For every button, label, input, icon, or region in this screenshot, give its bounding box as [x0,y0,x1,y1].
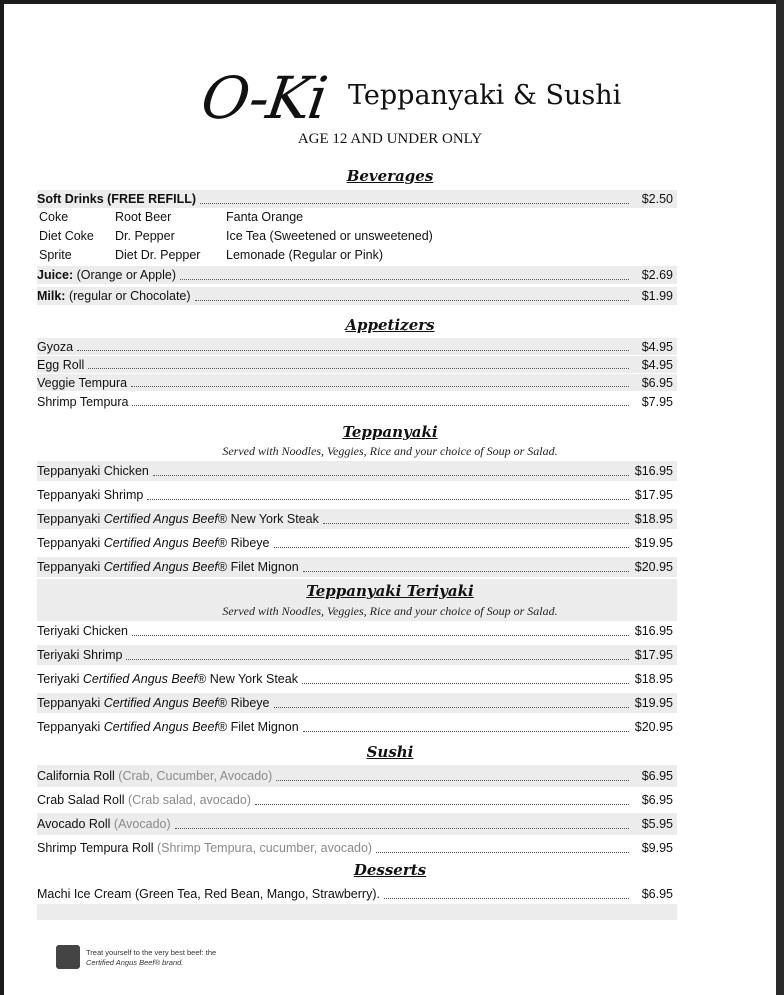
menu-page [4,4,776,995]
item-price: $17.95 [634,648,673,662]
leader-dots [132,405,629,406]
item-name: Teppanyaki Certified Angus Beef® New York Steak [37,512,319,526]
flavor-cell: Dr. Pepper [115,229,175,243]
item-price: $6.95 [641,769,673,783]
leader-dots [153,475,629,476]
section-title-sushi: Sushi [366,743,414,761]
footer-line: Certified Angus Beef® brand. [86,958,184,967]
leader-dots [147,499,629,500]
flavor-cell: Coke [39,210,69,224]
item-price: $6.95 [641,793,673,807]
leader-dots [180,279,629,280]
item-name: Soft Drinks (FREE REFILL) [37,192,197,206]
menu-row-sushi [37,789,677,811]
age-restriction-note: AGE 12 AND UNDER ONLY [297,131,483,147]
menu-row-teppanyaki [37,485,677,505]
leader-dots [126,659,629,660]
menu-row-teriyaki [37,621,677,641]
leader-dots [274,707,630,708]
flavor-cell: Lemonade (Regular or Pink) [226,248,384,262]
menu-row-appetizer [37,393,677,410]
menu-row-appetizer [37,374,677,391]
menu-row-teriyaki [37,717,677,737]
item-price: $20.95 [634,560,673,574]
item-name: Egg Roll [37,357,85,372]
item-name: Veggie Tempura [37,375,128,390]
leader-dots [77,350,629,351]
leader-dots [376,852,629,853]
leader-dots [132,635,629,636]
menu-row-teppanyaki [37,461,677,481]
item-name: Teriyaki Certified Angus Beef® New York Steak [37,672,298,686]
flavor-cell: Fanta Orange [226,210,304,224]
item-name: Shrimp Tempura [37,394,129,409]
item-name: California Roll (Crab, Cucumber, Avocado) [37,769,273,783]
menu-row-juice [37,266,677,284]
item-price: $16.95 [634,624,673,638]
leader-dots [323,523,629,524]
flavor-cell: Root Beer [115,210,172,224]
menu-row-appetizer [37,356,677,373]
section-title-beverages: Beverages [346,167,434,185]
section-note: Served with Noodles, Veggies, Rice and your choice of Soup or Salad. [222,444,558,458]
item-name: Crab Salad Roll (Crab salad, avocado) [37,793,251,807]
menu-row-milk [37,287,677,305]
menu-row-teriyaki [37,645,677,665]
menu-row-appetizer [37,338,677,355]
restaurant-logo: O-Ki [197,64,330,132]
leader-dots [303,731,629,732]
item-name: Machi Ice Cream (Green Tea, Red Bean, Mango, Strawberry). [37,887,380,901]
item-name: Teppanyaki Certified Angus Beef® Filet Mignon [37,720,299,734]
menu-row-sushi [37,765,677,787]
item-price: $20.95 [634,720,673,734]
item-name: Teppanyaki Certified Angus Beef® Ribeye [37,696,270,710]
flavor-cell: Diet Dr. Pepper [115,248,201,262]
item-name: Teppanyaki Shrimp [37,488,144,502]
item-name: Gyoza [37,339,74,354]
item-name: Avocado Roll (Avocado) [37,817,171,831]
item-name: Milk: (regular or Chocolate) [37,289,191,303]
flavor-cell: Sprite [39,248,72,262]
menu-row-teriyaki [37,669,677,689]
section-title-teppanyaki: Teppanyaki [342,423,438,441]
menu-row-sushi [37,813,677,835]
menu-row-sushi [37,837,677,859]
restaurant-subtitle: Teppanyaki & Sushi [348,80,622,111]
item-price: $6.95 [641,375,673,390]
flavor-cell: Diet Coke [39,229,94,243]
leader-dots [384,898,629,899]
empty-shaded-row [37,904,677,920]
leader-dots [255,804,629,805]
item-name: Teriyaki Chicken [37,624,129,638]
leader-dots [131,386,629,387]
item-price: $7.95 [641,394,673,409]
item-price: $19.95 [634,536,673,550]
item-price: $1.99 [641,289,673,303]
menu-row-dessert [37,883,677,905]
item-name: Teriyaki Shrimp [37,648,123,662]
item-price: $2.69 [641,268,673,282]
item-name: Juice: (Orange or Apple) [37,268,176,282]
item-price: $4.95 [641,357,673,372]
section-note: Served with Noodles, Veggies, Rice and your choice of Soup or Salad. [222,604,558,618]
menu-row-teppanyaki [37,533,677,553]
item-price: $19.95 [634,696,673,710]
leader-dots [200,203,629,204]
item-price: $9.95 [641,841,673,855]
item-price: $17.95 [634,488,673,502]
leader-dots [276,780,629,781]
item-name: Teppanyaki Chicken [37,464,149,478]
item-price: $5.95 [641,817,673,831]
leader-dots [175,828,629,829]
flavor-cell: Ice Tea (Sweetened or unsweetened) [226,229,433,243]
leader-dots [195,300,629,301]
section-title-teriyaki: Teppanyaki Teriyaki [306,582,474,600]
menu-row-teriyaki [37,693,677,713]
menu-row-soft-drinks [37,190,677,208]
leader-dots [88,368,629,369]
item-price: $16.95 [634,464,673,478]
item-price: $2.50 [641,192,673,206]
item-price: $18.95 [634,672,673,686]
section-title-desserts: Desserts [353,861,427,879]
item-price: $6.95 [641,887,673,901]
item-price: $4.95 [641,339,673,354]
menu-row-teppanyaki [37,509,677,529]
section-title-appetizers: Appetizers [345,316,435,334]
item-name: Teppanyaki Certified Angus Beef® Ribeye [37,536,270,550]
item-name: Teppanyaki Certified Angus Beef® Filet Mignon [37,560,299,574]
footer-line: Treat yourself to the very best beef: the [86,948,217,957]
leader-dots [302,683,629,684]
angus-beef-logo-icon [56,945,80,969]
item-name: Shrimp Tempura Roll (Shrimp Tempura, cucumber, avocado) [37,841,373,855]
right-edge-border [776,0,784,995]
leader-dots [303,571,629,572]
footer-note [86,948,266,968]
leader-dots [274,547,630,548]
item-price: $18.95 [634,512,673,526]
menu-row-teppanyaki [37,557,677,577]
